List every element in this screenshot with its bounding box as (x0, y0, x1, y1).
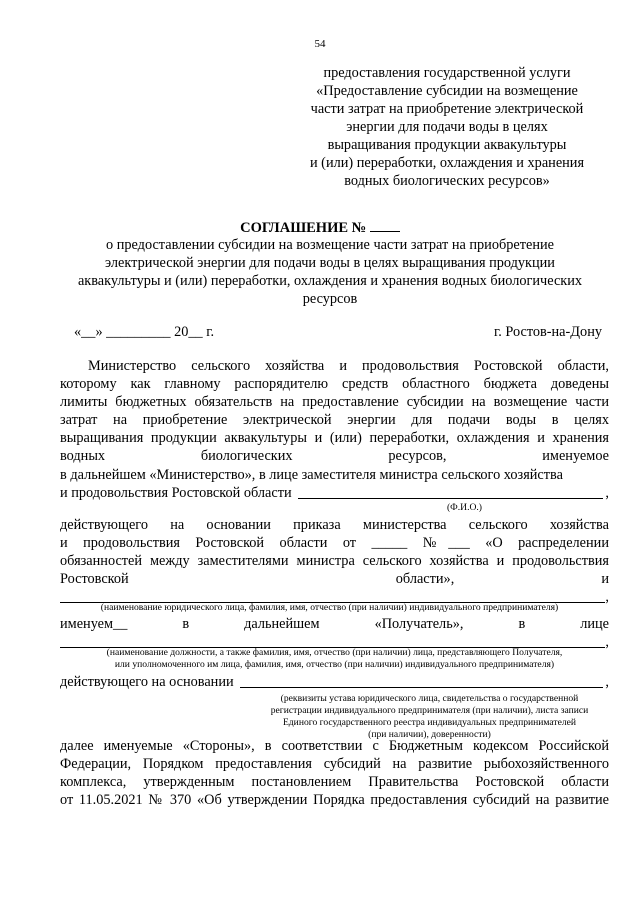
word: водных (60, 448, 106, 465)
text-line (60, 516, 609, 534)
word: в (182, 616, 190, 633)
word: «Получатель», (374, 616, 464, 633)
word: именуем__ (60, 616, 128, 633)
recipient-caption: (наименование юридического лица, фамилия, имя, отчество (при наличии) индивидуального предпринимателя) (100, 602, 559, 614)
text-line (60, 673, 609, 691)
comma: , (605, 634, 609, 651)
header-block (302, 64, 592, 190)
word: области», (395, 571, 455, 588)
city-name: г. Ростов-на-Дону (493, 324, 602, 340)
header-line: части затрат на приобретение электрической (310, 101, 584, 117)
subtitle-line: о предоставлении субсидии на возмещение части затрат на приобретение (106, 237, 554, 253)
caption-line: (реквизиты устава юридического лица, свидетельства о государственной (280, 692, 579, 704)
word: и (601, 571, 609, 588)
word: ресурсов, (388, 448, 447, 465)
document-subtitle (60, 236, 600, 308)
word: на (170, 517, 185, 533)
representative-line (60, 633, 609, 651)
comma: , (605, 484, 609, 501)
text-fragment: действующего на основании (60, 674, 234, 691)
header-line: энергии для подачи воды в целях (346, 119, 548, 135)
header-line: и (или) переработки, охлаждения и хранения (309, 155, 585, 171)
word: лице (580, 616, 609, 633)
subtitle-line: ресурсов (302, 291, 358, 307)
text-line: лимиты бюджетных обязательств на предоставление субсидии на возмещение части (60, 394, 609, 411)
text-line: далее именуемые «Стороны», в соответствии с Бюджетным кодексом Российской (60, 738, 609, 754)
paragraph-parties (60, 737, 609, 809)
word: Ростовской (60, 571, 129, 588)
title-text: СОГЛАШЕНИЕ № (240, 220, 367, 236)
caption-line: (наименование должности, а также фамилия, имя, отчество (при наличии) лица, представляющего Получателя, (106, 647, 563, 659)
text-line: выращивания продукции аквакультуры и (или) переработки, охлаждения и хранения (60, 430, 609, 447)
caption-line: Единого государственного реестра индивидуальных предпринимателей (282, 716, 577, 728)
word: в (518, 616, 526, 633)
header-line: «Предоставление субсидии на возмещение (316, 83, 578, 99)
header-line: водных биологических ресурсов» (344, 173, 550, 189)
fio-field[interactable] (298, 484, 604, 499)
text-line (60, 484, 609, 502)
basis-field[interactable] (240, 673, 604, 688)
page-number: 54 (314, 38, 326, 50)
recipient-line (60, 588, 609, 606)
word: сельского (468, 517, 528, 533)
text-line (60, 570, 609, 588)
number-blank (370, 218, 400, 232)
text-fragment: и продовольствия Ростовской области (60, 484, 292, 501)
text-line: от 11.05.2021 № 370 «Об утверждении Порядка предоставления субсидий на развитие (60, 792, 609, 809)
subtitle-line: аквакультуры и (или) переработки, охлаждения и хранения водных биологических (77, 273, 583, 289)
caption-line: или уполномоченного им лица, фамилия, имя, отчество (при наличии) индивидуального предпринимателя) (114, 659, 555, 671)
recipient-field[interactable] (60, 588, 605, 603)
text-line: обязанностей между заместителями министра сельского хозяйства и продовольствия (60, 553, 609, 570)
text-line: Федерации, Порядком предоставления субсидий на развитие рыбохозяйственного (60, 756, 609, 773)
caption-line: (при наличии), доверенности) (368, 728, 491, 740)
word: основании (206, 517, 271, 533)
word: приказа (293, 517, 341, 533)
date-field: «__» _________ 20__ г. (74, 324, 215, 340)
subtitle-line: электрической энергии для подачи воды в целях выращивания продукции (105, 255, 555, 271)
text-line (60, 615, 609, 633)
comma: , (605, 589, 609, 606)
fio-caption: (Ф.И.О.) (446, 501, 483, 513)
paragraph-acting (60, 516, 609, 741)
word: хозяйства (549, 517, 609, 533)
text-line: комплекса, утвержденным постановлением Правительства Ростовской области (60, 774, 609, 791)
header-line: предоставления государственной услуги (323, 65, 571, 81)
document-title (0, 218, 640, 237)
representative-field[interactable] (60, 633, 605, 648)
caption-line: регистрации индивидуального предпринимателя (при наличии), листа записи (270, 704, 589, 716)
word: биологических (200, 448, 293, 465)
requisites-caption (60, 693, 609, 741)
header-line: выращивания продукции аквакультуры (327, 137, 567, 153)
representative-caption (60, 647, 609, 671)
text-line (60, 447, 609, 465)
text-line: и продовольствия Ростовской области от _____ №___ «О распределении (60, 535, 609, 552)
word: дальнейшем (244, 616, 320, 633)
text-line: в дальнейшем «Министерство», в лице заместителя министра сельского хозяйства (60, 466, 563, 483)
text-line: затрат на приобретение электрической энергии для подачи воды в целях (60, 412, 609, 429)
paragraph-ministry (60, 357, 609, 514)
text-line: Министерство сельского хозяйства и продовольствия Ростовской области, (88, 358, 609, 374)
comma: , (605, 674, 609, 691)
word: именуемое (542, 448, 609, 465)
word: действующего (60, 517, 148, 533)
word: министерства (362, 517, 447, 533)
text-line: которому как главному распорядителю средств областного бюджета доведены (60, 376, 609, 393)
